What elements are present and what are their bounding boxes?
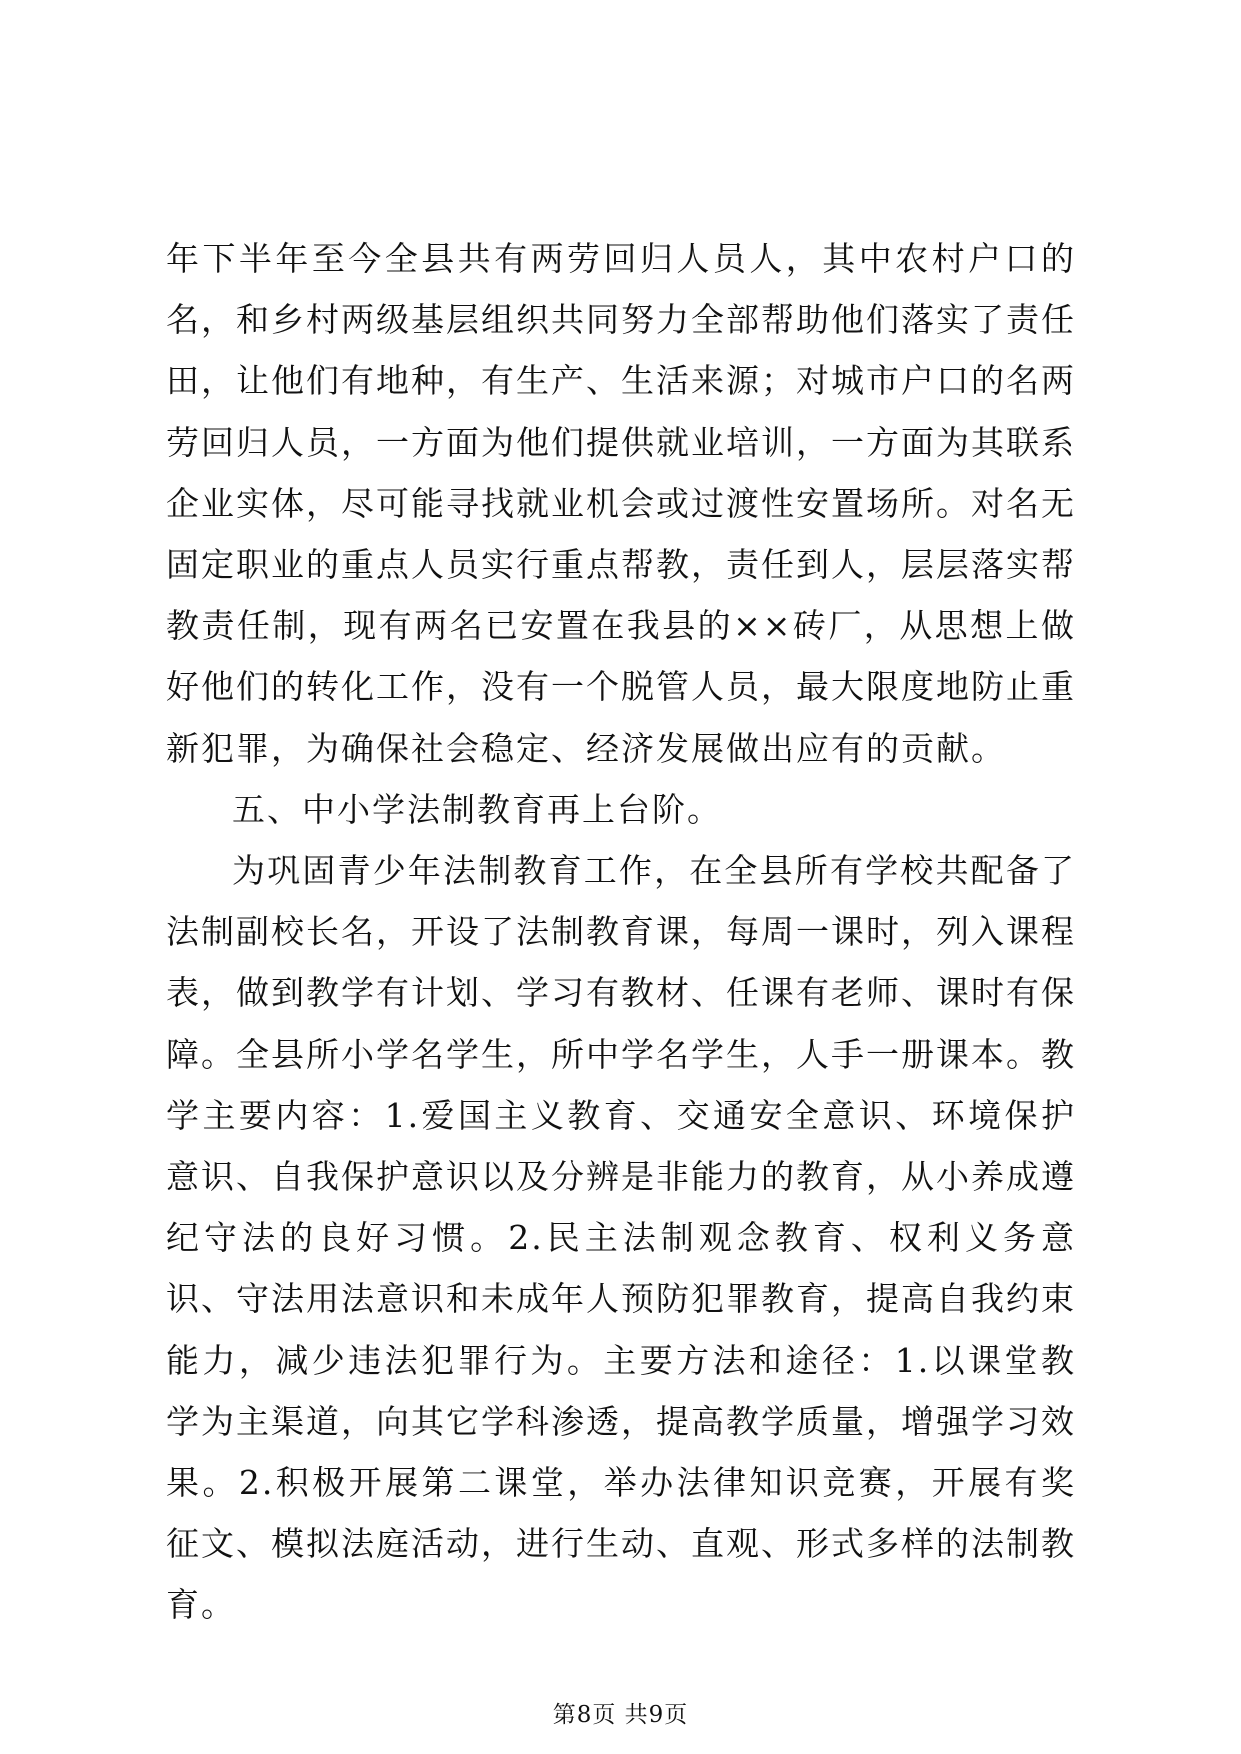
paragraph-legal-education: 为巩固青少年法制教育工作，在全县所有学校共配备了法制副校长名，开设了法制教育课，每周一课时，列入课程表，做到教学有计划、学习有教材、任课有老师、课时有保障。全县所小学名学生，所中学名学生，人手一册课本。教学主要内容：1.爱国主义教育、交通安全意识、环境保护意识、自我保护意识以及分辨是非能力的教育，从小养成遵纪守法的良好习惯。2.民主法制观念教育、权利义务意识、守法用法意识和未成年人预防犯罪教育，提高自我约束能力，减少违法犯罪行为。主要方法和途径：1.以课堂教学为主渠道，向其它学科渗透，提高教学质量，增强学习效果。2.积极开展第二课堂，举办法律知识竞赛，开展有奖征文、模拟法庭活动，进行生动、直观、形式多样的法制教育。 — [166, 851, 1076, 1625]
section-heading: 五、中小学法制教育再上台阶。 — [232, 789, 722, 829]
paragraph-continuation: 年下半年至今全县共有两劳回归人员人，其中农村户口的名，和乡村两级基层组织共同努力全部帮助他们落实了责任田，让他们有地种，有生产、生活来源；对城市户口的名两劳回归人员，一方面为他们提供就业培训，一方面为其联系企业实体，尽可能寻找就业机会或过渡性安置场所。对名无固定职业的重点人员实行重点帮教，责任到人，层层落实帮教责任制，现有两名已安置在我县的××砖厂，从思想上做好他们的转化工作，没有一个脱管人员，最大限度地防止重新犯罪，为确保社会稳定、经济发展做出应有的贡献。 — [166, 239, 1076, 768]
document-body — [166, 228, 1076, 1636]
page-number-footer: 第8页 共9页 — [552, 1702, 689, 1728]
